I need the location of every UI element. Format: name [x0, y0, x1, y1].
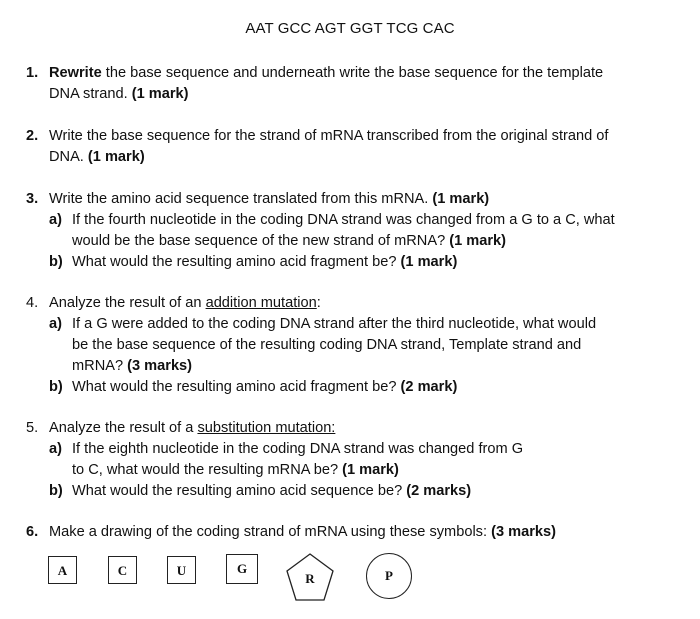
marks: (1 mark): [432, 191, 490, 207]
question-2: [26, 126, 676, 168]
question-number: 4.: [26, 295, 39, 311]
subquestion-a: [49, 210, 676, 252]
subquestion-a: [49, 314, 676, 377]
text-line: to C, what would the resulting mRNA be?: [72, 462, 343, 478]
question-6: [26, 522, 676, 543]
symbol-c-box: C: [108, 556, 137, 584]
question-3: [26, 189, 676, 273]
symbol-p-circle: P: [366, 553, 412, 599]
subquestion-label: b): [49, 379, 63, 395]
marks: (2 mark): [400, 379, 458, 395]
underlined-term: substitution mutation:: [197, 420, 336, 436]
question-number: 6.: [26, 524, 39, 540]
text-line: would be the base sequence of the new strand of mRNA?: [72, 233, 450, 249]
marks: (3 marks): [491, 524, 556, 540]
marks: (1 mark): [449, 233, 507, 249]
subquestion-label: b): [49, 483, 63, 499]
subquestion-label: a): [49, 316, 62, 332]
question-text: [49, 418, 676, 439]
text-line: If a G were added to the coding DNA strand after the third nucleotide, what would: [72, 316, 597, 332]
text-line: DNA.: [49, 149, 88, 165]
text-line: If the eighth nucleotide in the coding DNA strand was changed from G: [72, 441, 524, 457]
marks: (1 mark): [131, 86, 189, 102]
symbol-r-pentagon: [284, 552, 336, 604]
text-line: What would the resulting amino acid fragment be?: [72, 379, 401, 395]
question-text: [49, 126, 676, 168]
question-number: 5.: [26, 420, 39, 436]
marks: (3 marks): [127, 358, 193, 374]
subquestion-label: b): [49, 254, 63, 270]
underlined-term: addition mutation: [205, 295, 317, 311]
text-line: If the fourth nucleotide in the coding DNA strand was changed from a G to a C, what: [72, 212, 615, 228]
text-line: the base sequence and underneath write the base sequence for the template: [101, 65, 604, 81]
question-text: [49, 63, 676, 105]
marks: (1 mark): [400, 254, 458, 270]
subquestion-b: [49, 481, 676, 502]
symbol-g-box: G: [226, 554, 258, 584]
marks: (2 marks): [406, 483, 472, 499]
question-number: 3.: [26, 191, 39, 207]
subquestion-b: [49, 252, 676, 273]
subquestion-label: a): [49, 441, 62, 457]
subquestion-a: [49, 439, 676, 481]
marks: (1 mark): [87, 149, 145, 165]
question-text: [49, 522, 676, 543]
text-line: Make a drawing of the coding strand of mRNA using these symbols:: [49, 524, 492, 540]
text-line: What would the resulting amino acid fragment be?: [72, 254, 401, 270]
text-line: What would the resulting amino acid sequence be?: [72, 483, 407, 499]
text-line: mRNA?: [72, 358, 128, 374]
question-number: 1.: [26, 65, 39, 81]
question-text: [49, 189, 676, 210]
question-1: [26, 63, 676, 105]
text-line: :: [316, 295, 321, 311]
sequence-title: AAT GCC AGT GGT TCG CAC: [245, 20, 455, 37]
text-line: Analyze the result of an: [49, 295, 206, 311]
text-line: Write the amino acid sequence translated from this mRNA.: [49, 191, 433, 207]
marks: (1 mark): [342, 462, 399, 478]
symbol-r-label: R: [305, 571, 315, 586]
text-line: Write the base sequence for the strand of mRNA transcribed from the original strand of: [49, 128, 609, 144]
question-number: 2.: [26, 128, 39, 144]
question-4: [26, 293, 676, 398]
text-line: be the base sequence of the resulting coding DNA strand, Template strand and: [72, 337, 582, 353]
question-text: [49, 293, 676, 314]
bold-lead: Rewrite: [49, 65, 102, 81]
symbol-u-box: U: [167, 556, 196, 584]
symbol-a-box: A: [48, 556, 77, 584]
text-line: DNA strand.: [49, 86, 132, 102]
subquestion-b: [49, 377, 676, 398]
subquestion-label: a): [49, 212, 62, 228]
text-line: Analyze the result of a: [49, 420, 198, 436]
question-5: [26, 418, 676, 502]
